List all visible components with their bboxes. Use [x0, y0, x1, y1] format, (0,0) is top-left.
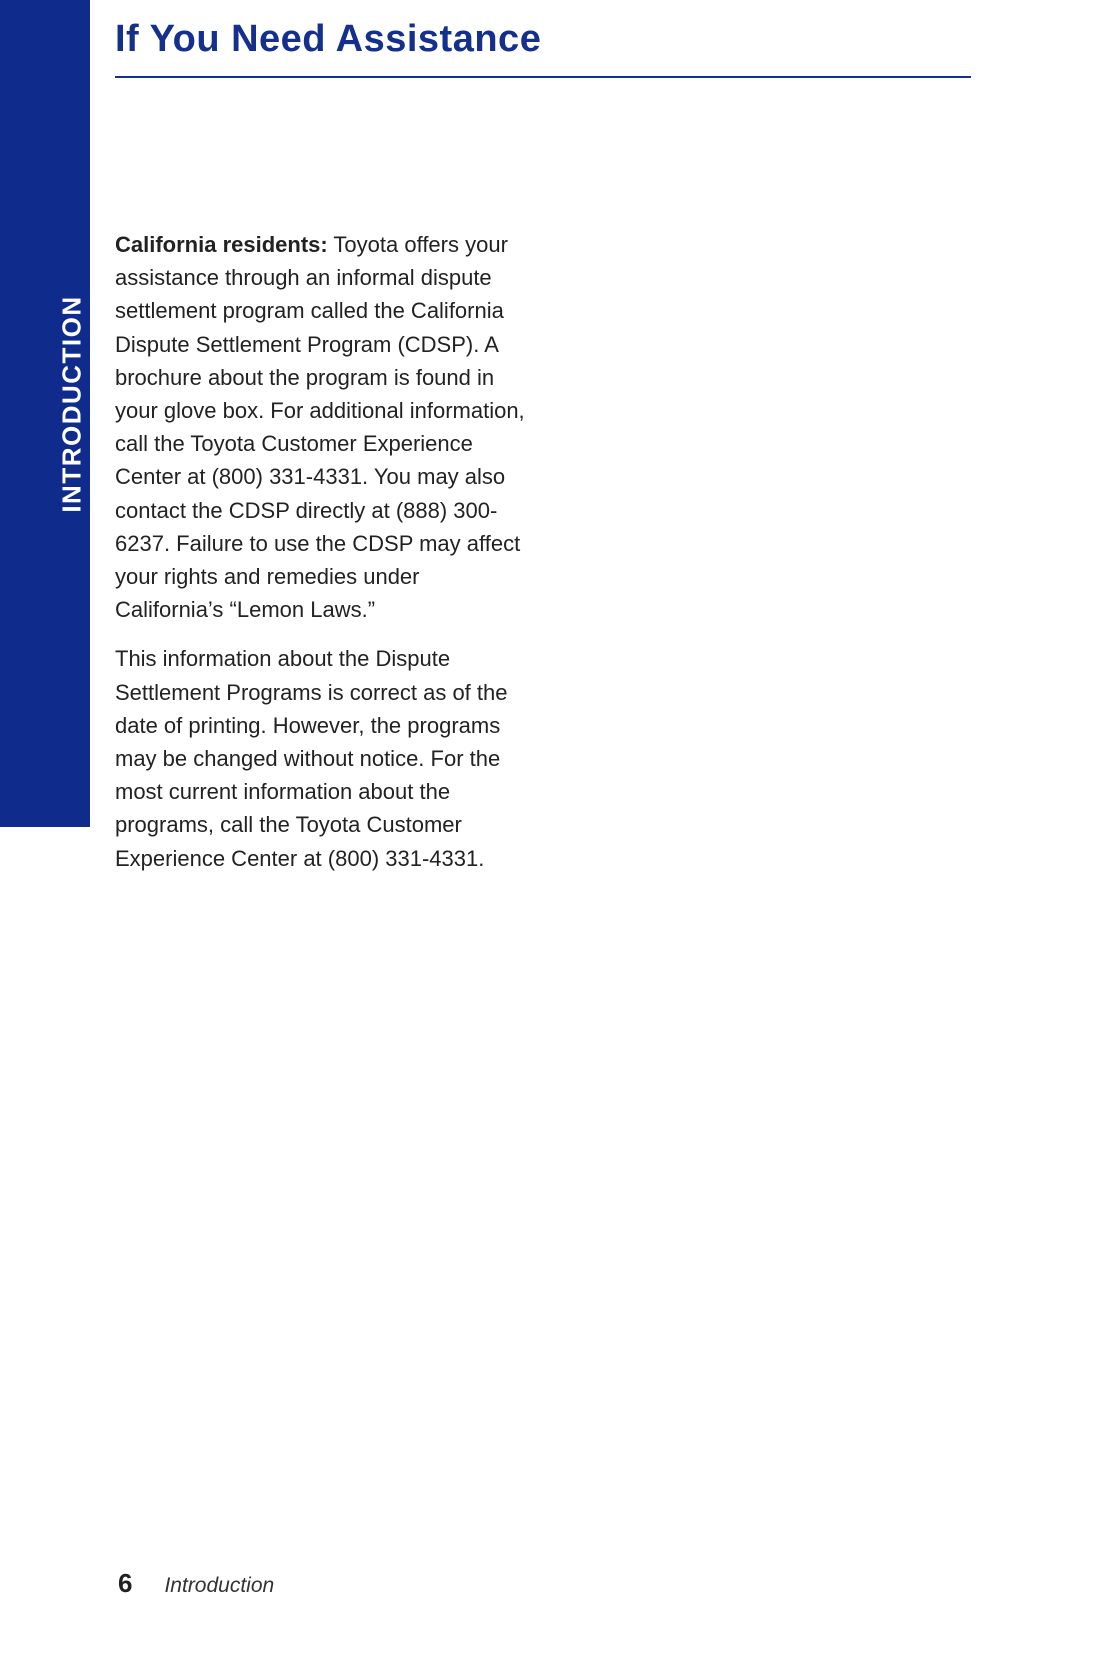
page-number: 6: [118, 1568, 133, 1598]
paragraph-lead: California residents:: [115, 232, 328, 257]
paragraph-body: Toyota offers your assistance through an informal dispute settlement program called the California Dispute Settlement Program (CDSP). A brochure about the program is found in your glove box. For additional information, call the Toyota Customer Experience Center at (800) 331-4331. You may also contact the CDSP directly at (888) 300-6237. Failure to use the CDSP may affect your rights and remedies under California’s “Lemon Laws.”: [115, 232, 525, 623]
page-footer: [118, 1568, 274, 1599]
side-tab-label: INTRODUCTION: [56, 295, 87, 513]
paragraph-dispute-info: This information about the Dispute Settlement Programs is correct as of the date of printing. However, the programs may be changed without notice. For the most current information about the programs, call the Toyota Customer Experience Center at (800) 331-4331.: [115, 646, 508, 871]
title-divider: [115, 76, 971, 78]
paragraph-california-residents: [115, 228, 525, 626]
footer-section-name: Introduction: [164, 1574, 275, 1597]
body-text-column: [115, 228, 525, 891]
page-title: If You Need Assistance: [115, 18, 542, 60]
